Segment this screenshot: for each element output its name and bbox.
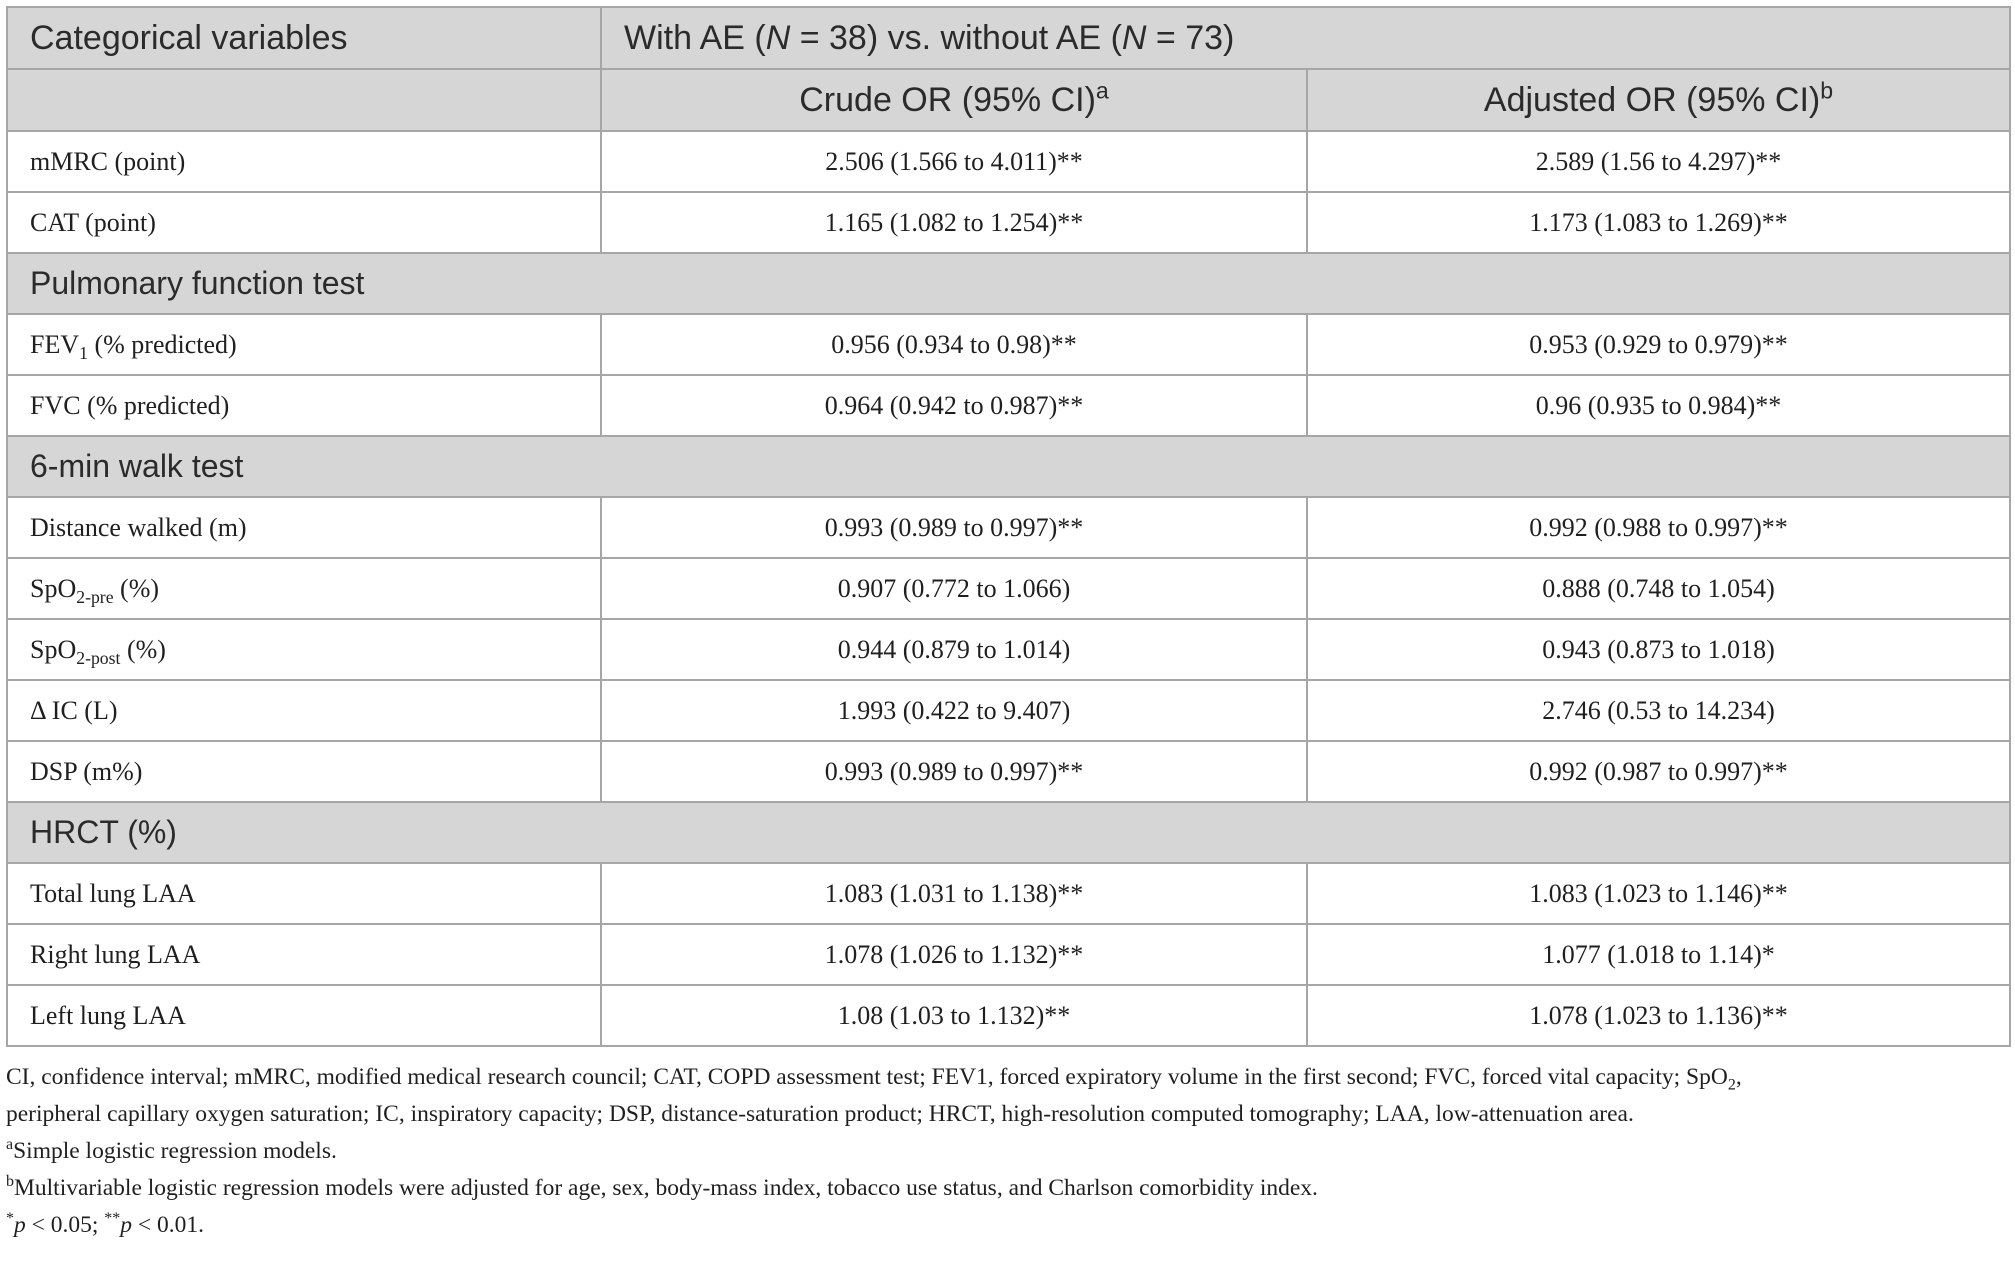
crude-or-value: 1.08 (1.03 to 1.132)**	[601, 985, 1307, 1046]
row-label: SpO$_{2-pre}$ (%)	[7, 558, 601, 619]
adjusted-or-value: 0.992 (0.988 to 0.997)**	[1307, 497, 2010, 558]
crude-or-value: 1.083 (1.031 to 1.138)**	[601, 863, 1307, 924]
or-table-container	[6, 6, 2009, 1244]
table-row	[7, 741, 2010, 802]
crude-or-value: 1.993 (0.422 to 9.407)	[601, 680, 1307, 741]
row-label: Left lung LAA	[7, 985, 601, 1046]
table-row	[7, 497, 2010, 558]
row-label: FVC (% predicted)	[7, 375, 601, 436]
table-row	[7, 558, 2010, 619]
header-crude-or: Crude OR (95% CI)$^a$	[601, 69, 1307, 131]
header-adjusted-or: Adjusted OR (95% CI)$^b$	[1307, 69, 2010, 131]
table-row	[7, 924, 2010, 985]
table-row	[7, 314, 2010, 375]
footnote-abbreviations-cont: peripheral capillary oxygen saturation; IC, inspiratory capacity; DSP, distance-saturation product; HRCT, high-resolution computed tomography; LAA, low-attenuation area.	[6, 1101, 1634, 1127]
table-row	[7, 131, 2010, 192]
section-title: 6-min walk test	[7, 436, 2010, 497]
row-label: Δ IC (L)	[7, 680, 601, 741]
section-title: HRCT (%)	[7, 802, 2010, 863]
crude-or-value: 0.993 (0.989 to 0.997)**	[601, 497, 1307, 558]
header-row-1	[7, 7, 2010, 69]
table-row	[7, 192, 2010, 253]
crude-or-value: 2.506 (1.566 to 4.011)**	[601, 131, 1307, 192]
adjusted-or-value: 0.888 (0.748 to 1.054)	[1307, 558, 2010, 619]
table-footnotes	[6, 1059, 2009, 1244]
crude-or-value: 1.078 (1.026 to 1.132)**	[601, 924, 1307, 985]
crude-or-value: 0.964 (0.942 to 0.987)**	[601, 375, 1307, 436]
row-label: mMRC (point)	[7, 131, 601, 192]
crude-or-value: 0.907 (0.772 to 1.066)	[601, 558, 1307, 619]
adjusted-or-value: 0.953 (0.929 to 0.979)**	[1307, 314, 2010, 375]
crude-or-value: 0.956 (0.934 to 0.98)**	[601, 314, 1307, 375]
header-categorical-variables: Categorical variables	[7, 7, 601, 69]
table-row	[7, 375, 2010, 436]
header-row-2	[7, 69, 2010, 131]
row-label: Right lung LAA	[7, 924, 601, 985]
adjusted-or-value: 2.746 (0.53 to 14.234)	[1307, 680, 2010, 741]
adjusted-or-value: 2.589 (1.56 to 4.297)**	[1307, 131, 2010, 192]
row-label: $FEV_1$ (% predicted)	[7, 314, 601, 375]
section-row-hrct	[7, 802, 2010, 863]
row-label: DSP (m%)	[7, 741, 601, 802]
row-label: SpO$_{2-post}$ (%)	[7, 619, 601, 680]
row-label: Total lung LAA	[7, 863, 601, 924]
odds-ratio-table	[6, 6, 2011, 1047]
section-row-walk-test	[7, 436, 2010, 497]
adjusted-or-value: 1.078 (1.023 to 1.136)**	[1307, 985, 2010, 1046]
adjusted-or-value: 1.173 (1.083 to 1.269)**	[1307, 192, 2010, 253]
adjusted-or-value: 0.992 (0.987 to 0.997)**	[1307, 741, 2010, 802]
adjusted-or-value: 1.083 (1.023 to 1.146)**	[1307, 863, 2010, 924]
header-empty-cell	[7, 69, 601, 131]
adjusted-or-value: 1.077 (1.018 to 1.14)*	[1307, 924, 2010, 985]
footnote-abbreviations: CI, confidence interval; mMRC, modified medical research council; CAT, COPD assessment test; FEV1, forced expiratory volume in the first second; FVC, forced vital capacity; SpO$_2$,	[6, 1064, 1742, 1094]
table-row	[7, 619, 2010, 680]
row-label: CAT (point)	[7, 192, 601, 253]
header-group-comparison: With AE (N = 38) vs. without AE (N = 73)	[601, 7, 2010, 69]
crude-or-value: 1.165 (1.082 to 1.254)**	[601, 192, 1307, 253]
section-row-pulmonary-function	[7, 253, 2010, 314]
footnote-a: $^a$Simple logistic regression models.	[6, 1136, 337, 1164]
table-row	[7, 863, 2010, 924]
row-label: Distance walked (m)	[7, 497, 601, 558]
section-title: Pulmonary function test	[7, 253, 2010, 314]
adjusted-or-value: 0.96 (0.935 to 0.984)**	[1307, 375, 2010, 436]
footnote-significance: *p < 0.05; **p < 0.01.	[6, 1210, 205, 1238]
footnote-b: $^b$Multivariable logistic regression models were adjusted for age, sex, body-mass index, tobacco use status, and Charlson comorbidity index.	[6, 1173, 1318, 1201]
crude-or-value: 0.944 (0.879 to 1.014)	[601, 619, 1307, 680]
adjusted-or-value: 0.943 (0.873 to 1.018)	[1307, 619, 2010, 680]
crude-or-value: 0.993 (0.989 to 0.997)**	[601, 741, 1307, 802]
table-row	[7, 985, 2010, 1046]
table-row	[7, 680, 2010, 741]
